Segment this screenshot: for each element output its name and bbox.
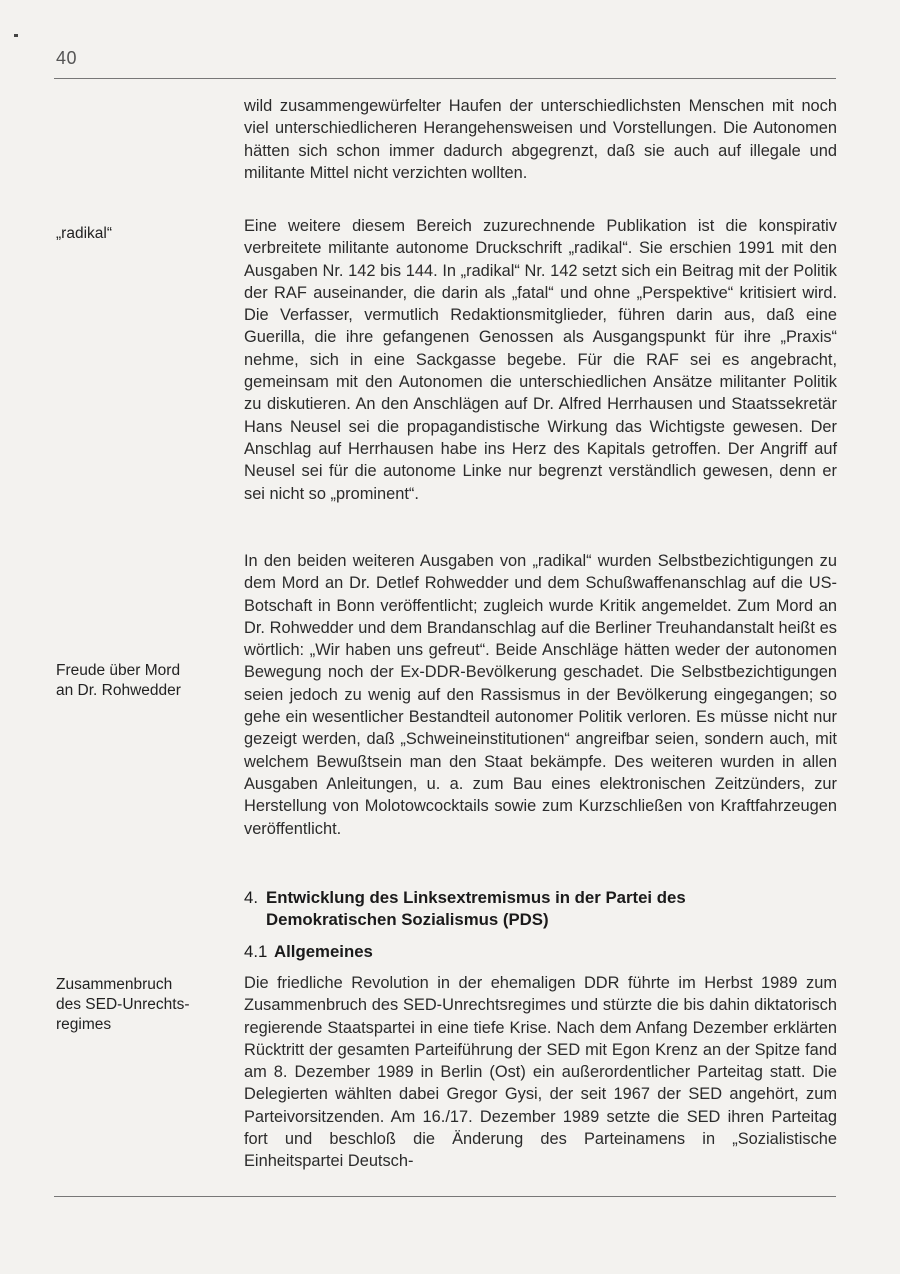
top-rule [54, 78, 836, 79]
paragraph-1 [244, 95, 837, 184]
heading-section-4-number: 4. [244, 888, 258, 907]
paragraph-3 [244, 550, 837, 840]
margin-note-radikal [56, 224, 224, 244]
margin-note-zusammenbruch-line3: regimes [56, 1016, 112, 1033]
bottom-rule [54, 1196, 836, 1197]
page-number: 40 [56, 48, 78, 68]
paragraph-2-text: Eine weitere diesem Bereich zuzurechnende Publikation ist die konspirativ verbreitete militante autonome Druckschrift „radikal“. Sie erschien 1991 mit den Ausgaben Nr. 142 bis 144. In „radikal“ Nr. 142 setzt sich ein Beitrag mit der Politik der RAF auseinander, die darin als „fatal“ und ohne „Perspektive“ kritisiert wird. Die Verfasser, vermutlich Redaktionsmitglieder, führen darin aus, daß eine Guerilla, die ihre gefangenen Genossen als Ausgangspunkt für ihre „Praxis“ nehme, sich in eine Sackgasse begebe. Für die RAF sei es angebracht, gemeinsam mit den Autonomen die unterschiedlichen Ansätze militanter Politik zu diskutieren. An den Anschlägen auf Dr. Alfred Herrhausen und Staatssekretär Hans Neusel sei die propagandistische Wirkung das Wichtigste gewesen. Der Anschlag auf Herrhausen habe ins Herz des Kapitals getroffen. Der Angriff auf Neusel sei für die autonome Linke nur begrenzt verständlich gewesen, denn er sei nicht so „prominent“. [244, 217, 837, 503]
paragraph-1-text: wild zusammengewürfelter Haufen der unterschiedlichsten Menschen mit noch viel unterschiedlicheren Herangehensweisen und Vorstellungen. Die Autonomen hätten sich schon immer dadurch abgegrenzt, daß sie auch auf illegale und militante Mittel nicht verzichten wollten. [244, 97, 837, 182]
margin-note-zusammenbruch-line1: Zusammenbruch [56, 976, 173, 993]
margin-note-freude-line2: an Dr. Rohwedder [56, 682, 181, 699]
paragraph-4-text: Die friedliche Revolution in der ehemaligen DDR führte im Herbst 1989 zum Zusammenbruch des SED-Unrechtsregimes und stürzte die bis dahin diktatorisch regierende Staatspartei in eine tiefe Krise. Nach dem Anfang Dezember erklärten Rücktritt der gesamten Parteiführung der SED mit Egon Krenz an der Spitze fand am 8. Dezember 1989 in Berlin (Ost) ein außerordentlicher Parteitag statt. Die Delegierten wählten dabei Gregor Gysi, der seit 1967 der SED angehört, zum Parteivorsitzenden. Am 16./17. Dezember 1989 setzte die SED ihren Parteitag fort und beschloß die Änderung des Parteinamens in „Sozialistische Einheitspartei Deutsch- [244, 974, 837, 1171]
margin-note-zusammenbruch [56, 975, 224, 1035]
margin-note-freude [56, 661, 224, 701]
paragraph-2 [244, 215, 837, 505]
heading-section-4-1-title: Allgemeines [274, 942, 373, 961]
margin-note-freude-line1: Freude über Mord [56, 662, 181, 679]
scan-mark [14, 34, 18, 37]
margin-note-zusammenbruch-line2: des SED-Unrechts- [56, 996, 190, 1013]
paragraph-4 [244, 972, 837, 1173]
heading-section-4 [244, 887, 837, 931]
paragraph-3-text: In den beiden weiteren Ausgaben von „radikal“ wurden Selbstbezichtigungen zu dem Mord an Dr. Detlef Rohwedder und dem Schußwaffenanschlag auf die US-Botschaft in Bonn veröffentlicht; zugleich wurde Kritik angemeldet. Zum Mord an Dr. Rohwedder und dem Brandanschlag auf die Berliner Treuhandanstalt heißt es wörtlich: „Wir haben uns gefreut“. Beide Anschläge hätten weder der autonomen Bewegung noch der Ex-DDR-Bevölkerung geschadet. Die Selbstbezichtigungen seien jedoch zu wenig auf den Rassismus in der Bevölkerung eingegangen; so gehe ein wesentlicher Bestandteil autonomer Politik verloren. Es müsse nicht nur gezeigt werden, daß „Schweineinstitutionen“ angreifbar seien, sondern auch, mit welchem Bewußtsein man den Staat bekämpfe. Des weiteren wurden in allen Ausgaben Anleitungen, u. a. zum Bau eines elektronischen Zeitzünders, zur Herstellung von Molotowcocktails sowie zum Kurzschließen von Kraftfahrzeugen veröffentlicht. [244, 552, 837, 838]
margin-note-radikal-text: „radikal“ [56, 225, 112, 242]
heading-section-4-1-number: 4.1 [244, 942, 268, 961]
heading-section-4-title: Entwicklung des Linksextremismus in der Partei des Demokratischen Sozialismus (PDS) [266, 888, 686, 929]
heading-section-4-1 [244, 941, 837, 963]
